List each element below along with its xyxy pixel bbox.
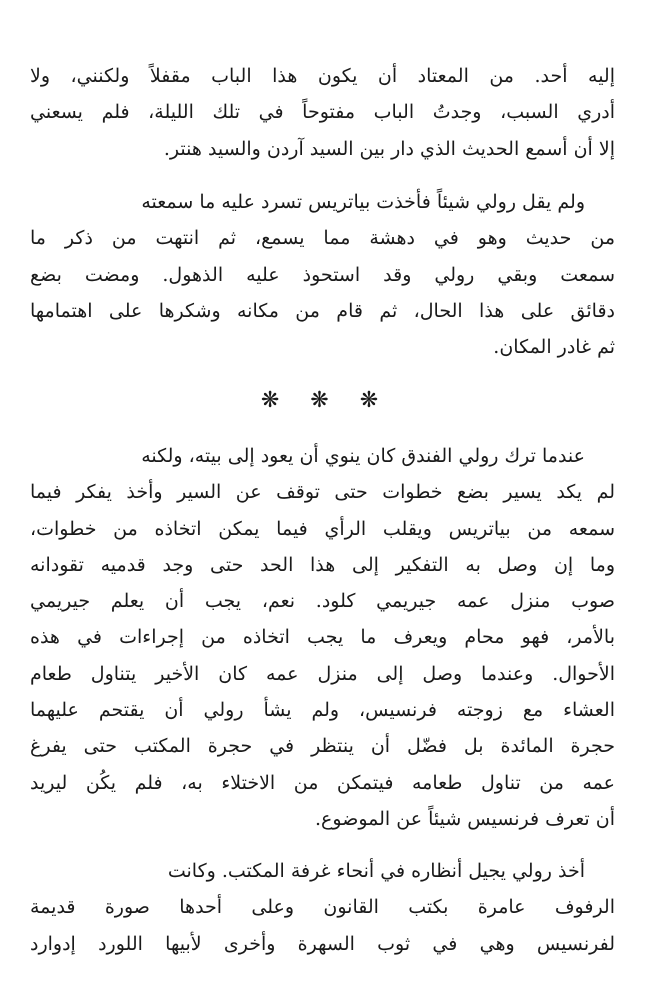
text-line: أخذ رولي يجيل أنظاره في أنحاء غرفة المكتب. وكانت xyxy=(167,860,585,882)
text-line: حجرة المائدة بل فضّل أن ينتظر في حجرة المكتب حتى يفرغ xyxy=(30,735,615,758)
text-line: صوب منزل عمه جيريمي كلود. نعم، يجب أن يعلم جيريمي xyxy=(30,590,615,613)
paragraph-2 xyxy=(30,184,615,365)
text-line: بالأمر، فهو محام ويعرف ما يجب اتخاذه من إجراءات في هذه xyxy=(30,626,615,649)
text-line: عمه من تناول طعامه فيتمكن من الاختلاء به، فلم يكُن ليريد xyxy=(30,771,615,794)
text-line: سمعت وبقي رولي وقد استحوذ عليه الذهول. ومضت بضع xyxy=(30,263,615,286)
text-line: عندما ترك رولي الفندق كان ينوي أن يعود إلى بيته، ولكنه xyxy=(141,445,585,467)
paragraph-3 xyxy=(30,438,615,837)
paragraph-4 xyxy=(30,853,615,962)
paragraph-1 xyxy=(30,58,615,167)
section-separator: ❋ ❋ ❋ xyxy=(260,388,391,413)
text-line: ولم يقل رولي شيئاً فأخذت بياتريس تسرد عليه ما سمعته xyxy=(141,191,585,213)
text-line: وما إن وصل به التفكير إلى هذا الحد حتى وجد قدميه تقودانه xyxy=(30,553,615,576)
text-line: لفرنسيس وهي في ثوب السهرة وأخرى لأبيها اللورد إدوارد xyxy=(30,932,615,955)
text-line: إلا أن أسمع الحديث الذي دار بين السيد آردن والسيد هنتر. xyxy=(163,137,615,160)
text-line: أن تعرف فرنسيس شيئاً عن الموضوع. xyxy=(315,807,615,830)
text-line: لم يكد يسير بضع خطوات حتى توقف عن السير وأخذ يفكر فيما xyxy=(30,481,615,504)
text-line: الرفوف عامرة بكتب القانون وعلى أحدها صورة قديمة xyxy=(30,896,615,919)
text-line: دقائق على هذا الحال، ثم قام من مكانه وشكرها على اهتمامها xyxy=(30,299,615,322)
text-line: سمعه من بياتريس ويقلب الرأي فيما يمكن اتخاذه من خطوات، xyxy=(30,517,615,540)
text-line: أدري السبب، وجدتُ الباب مفتوحاً في تلك الليلة، فلم يسعني xyxy=(30,101,615,124)
text-line: من حديث وهو في دهشة مما يسمع، ثم انتهت من ذكر ما xyxy=(30,227,615,250)
text-line: إليه أحد. من المعتاد أن يكون هذا الباب مقفلاً ولكنني، ولا xyxy=(30,65,615,87)
text-line: ثم غادر المكان. xyxy=(493,336,615,359)
text-line: العشاء مع زوجته فرنسيس، ولم يشأ رولي أن يقتحم عليهما xyxy=(30,699,615,722)
text-line: الأحوال. وعندما وصل إلى منزل عمه كان الأخير يتناول طعام xyxy=(30,662,615,685)
